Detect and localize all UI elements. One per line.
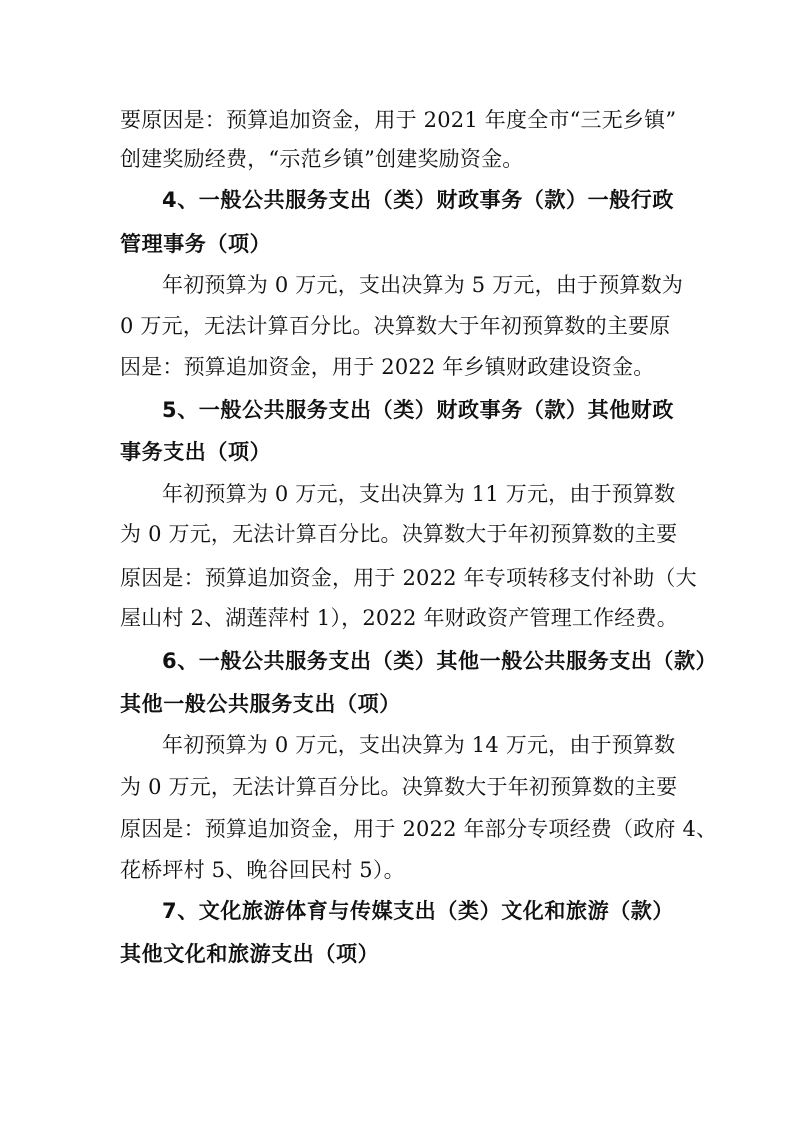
section-heading-7-cont: 其他文化和旅游支出（项） [120,942,380,966]
paragraph-line: 原因是：预算追加资金，用于 2022 年部分专项经费（政府 4、 [120,817,718,841]
paragraph-line: 原因是：预算追加资金，用于 2022 年专项转移支付补助（大 [120,566,697,590]
paragraph-line: 0 万元，无法计算百分比。决算数大于年初预算数的主要原 [120,314,671,338]
paragraph-line: 年初预算为 0 万元，支出决算为 11 万元，由于预算数 [162,482,676,506]
section-heading-5-cont: 事务支出（项） [120,440,272,464]
section-heading-4-cont: 管理事务（项） [120,232,272,256]
paragraph-line: 为 0 万元，无法计算百分比。决算数大于年初预算数的主要 [120,775,678,799]
section-heading-5: 5、一般公共服务支出（类）财政事务（款）其他财政 [162,398,675,422]
section-heading-6-cont: 其他一般公共服务支出（项） [120,692,401,716]
paragraph-line: 要原因是：预算追加资金，用于 2021 年度全市“三无乡镇” [120,108,677,132]
paragraph-line: 因是：预算追加资金，用于 2022 年乡镇财政建设资金。 [120,355,655,379]
paragraph-line: 创建奖励经费，“示范乡镇”创建奖励资金。 [120,147,524,171]
paragraph-line: 年初预算为 0 万元，支出决算为 14 万元，由于预算数 [162,733,676,757]
paragraph-line: 屋山村 2、湖莲萍村 1），2022 年财政资产管理工作经费。 [120,606,678,630]
section-heading-4: 4、一般公共服务支出（类）财政事务（款）一般行政 [162,188,675,212]
section-heading-7: 7、文化旅游体育与传媒支出（类）文化和旅游（款） [162,899,675,923]
section-heading-6: 6、一般公共服务支出（类）其他一般公共服务支出（款） [162,649,718,673]
paragraph-line: 花桥坪村 5、晚谷回民村 5）。 [120,858,405,882]
paragraph-line: 年初预算为 0 万元，支出决算为 5 万元，由于预算数为 [162,273,684,297]
paragraph-line: 为 0 万元，无法计算百分比。决算数大于年初预算数的主要 [120,522,678,546]
